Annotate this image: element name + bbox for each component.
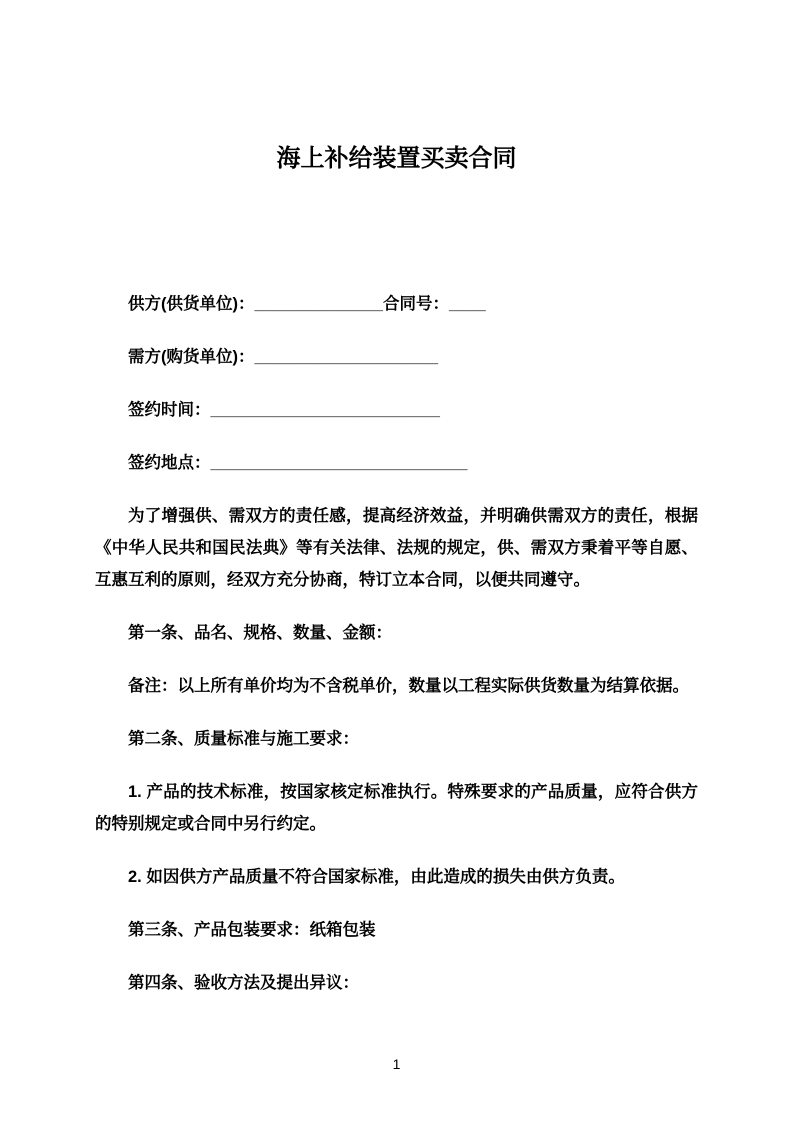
- buyer-label: 需方(购货单位)：: [128, 348, 255, 366]
- article-2-heading: 第二条、质量标准与施工要求：: [128, 730, 359, 748]
- article-3-heading: 第三条、产品包装要求：纸箱包装: [128, 921, 376, 939]
- field-line-sign-place: [95, 447, 698, 479]
- contract-no-label: 合同号：: [382, 295, 449, 313]
- document-title: 海上补给装置买卖合同: [276, 145, 517, 172]
- page-number: 1: [392, 1056, 401, 1072]
- sign-place-blank-line: ____________________________: [210, 454, 468, 472]
- buyer-blank-line: ____________________: [254, 348, 439, 366]
- article-1-heading: 第一条、品名、规格、数量、金额：: [128, 624, 392, 642]
- sign-date-blank-line: _________________________: [210, 401, 440, 419]
- sign-place-label: 签约地点：: [128, 454, 211, 472]
- field-line-supplier: [95, 288, 698, 320]
- article-2-clause-2: 2. 如因供方产品质量不符合国家标准，由此造成的损失由供方负责。: [128, 868, 625, 886]
- remark-paragraph: 备注：以上所有单价均为不含税单价，数量以工程实际供货数量为结算依据。: [128, 677, 689, 695]
- sign-date-label: 签约时间：: [128, 401, 211, 419]
- intro-paragraph: 为了增强供、需双方的责任感，提高经济效益，并明确供需双方的责任，根据《中华人民共和国民法典》等有关法律、法规的规定，供、需双方秉着平等自愿、互惠互利的原则，经双方充分协商，特订立本合同，以便共同遵守。: [95, 507, 698, 589]
- field-line-buyer: [95, 341, 698, 373]
- article-4-heading: 第四条、验收方法及提出异议：: [128, 974, 359, 992]
- contract-no-blank-line: ____: [448, 295, 486, 313]
- article-2-clause-1: 1. 产品的技术标准，按国家核定标准执行。特殊要求的产品质量，应符合供方的特别规定或合同中另行约定。: [95, 783, 698, 833]
- field-line-sign-date: [95, 394, 698, 426]
- supplier-label: 供方(供货单位)：: [128, 295, 255, 313]
- supplier-blank-line: ______________: [254, 295, 383, 313]
